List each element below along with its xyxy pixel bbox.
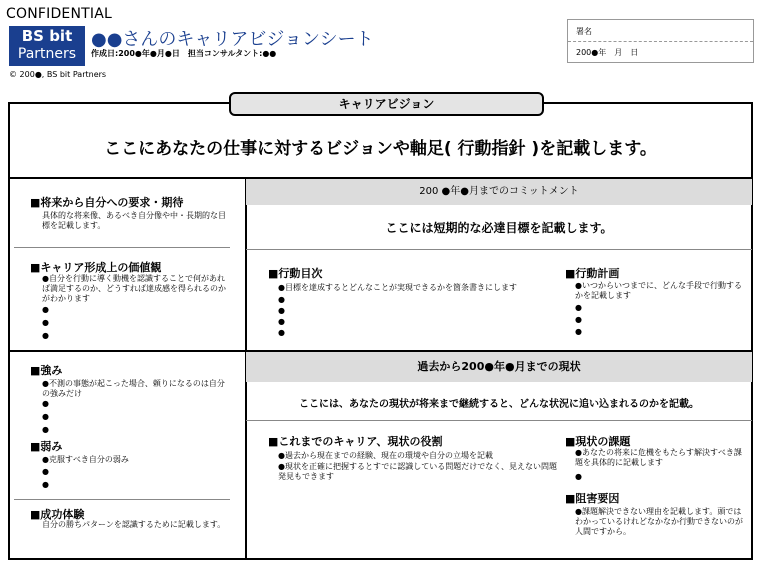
values-text: ●自分を行動に導く動機を認識することで何があれば満足するのか、どうすれば達成感を得られるのかがわかります bbox=[42, 274, 226, 303]
values-heading: ■キャリア形成上の価値観 bbox=[30, 261, 162, 274]
created-info: 作成日:200●年●月●日 担当コンサルタント:●● bbox=[91, 49, 277, 58]
issues-text: ●あなたの将来に危機をもたらす解決すべき課題を具体的に記載します bbox=[575, 448, 742, 467]
career-vision-tab: キャリアビジョン bbox=[229, 92, 544, 116]
action-plan-bullet: ● bbox=[575, 303, 582, 312]
action-goals-bullet: ● bbox=[278, 295, 285, 304]
values-bullet: ● bbox=[42, 305, 49, 314]
left-divider-2 bbox=[9, 350, 246, 352]
career-bullet-1: ●過去から現在までの経験、現在の環境や自分の立場を記載 bbox=[278, 451, 493, 460]
action-goals-bullet: ● bbox=[278, 317, 285, 326]
current-statement: ここには、あなたの現状が将来まで継続すると、どんな状況に追い込まれるのかを記載。 bbox=[299, 399, 699, 410]
left-divider-1 bbox=[14, 247, 230, 248]
vision-statement: ここにあなたの仕事に対するビジョンや軸足( 行動指針 )を記載します。 bbox=[104, 139, 657, 159]
values-bullet: ● bbox=[42, 318, 49, 327]
obstacles-text: ●課題解決できない理由を記載します。頭ではわかっているけれどなかなか行動できないのが人間ですから。 bbox=[575, 507, 743, 536]
logo-line-2: Partners bbox=[17, 46, 77, 62]
sheet-title: ●●さんのキャリアビジョンシート bbox=[91, 29, 374, 50]
strengths-heading: ■強み bbox=[30, 364, 63, 377]
action-goals-bullet: ● bbox=[278, 328, 285, 337]
current-statement-divider bbox=[246, 420, 752, 421]
strengths-bullet: ● bbox=[42, 425, 49, 434]
demands-heading: ■将来から自分への要求・期待 bbox=[30, 196, 184, 209]
strengths-bullet: ● bbox=[42, 399, 49, 408]
weaknesses-heading: ■弱み bbox=[30, 440, 63, 453]
career-heading: ■これまでのキャリア、現状の役割 bbox=[268, 435, 443, 448]
action-plan-bullet: ● bbox=[575, 315, 582, 324]
signature-date: 200●年 月 日 bbox=[576, 48, 639, 57]
demands-text: 具体的な将来像、あるべき自分像や中・長期的な目標を記載します。 bbox=[42, 211, 226, 230]
left-divider-3 bbox=[14, 499, 230, 500]
action-goals-bullet: ● bbox=[278, 306, 285, 315]
weaknesses-bullet: ● bbox=[42, 467, 49, 476]
values-bullet: ● bbox=[42, 331, 49, 340]
issues-heading: ■現状の課題 bbox=[565, 435, 631, 448]
signature-box bbox=[567, 19, 754, 63]
success-text: 自分の勝ちパターンを認識するために記載します。 bbox=[42, 520, 226, 529]
confidential-label: CONFIDENTIAL bbox=[6, 6, 113, 22]
vision-sheet-frame bbox=[8, 102, 753, 560]
issues-bullet: ● bbox=[575, 472, 582, 481]
logo-line-1: BS bit bbox=[21, 27, 73, 45]
signature-divider bbox=[568, 41, 753, 42]
weaknesses-bullet: ● bbox=[42, 480, 49, 489]
copyright-notice: © 200●, BS bit Partners bbox=[9, 70, 107, 79]
weaknesses-text: ●克服すべき自分の弱み bbox=[42, 455, 129, 464]
company-logo bbox=[9, 26, 85, 66]
obstacles-heading: ■阻害要因 bbox=[565, 492, 620, 505]
action-plan-bullet: ● bbox=[575, 327, 582, 336]
current-band: 過去から200●年●月までの現状 bbox=[246, 352, 752, 382]
action-goals-heading: ■行動目次 bbox=[268, 267, 323, 280]
commitment-band: 200 ●年●月までのコミットメント bbox=[246, 179, 752, 205]
commitment-statement: ここには短期的な必達目標を記載します。 bbox=[385, 221, 613, 235]
commitment-divider bbox=[246, 249, 752, 250]
strengths-text: ●不測の事態が起こった場合、頼りになるのは自分の強みだけ bbox=[42, 379, 225, 398]
signature-label: 署名 bbox=[576, 27, 592, 36]
action-goals-text: ●目標を達成するとどんなことが実現できるかを箇条書きにします bbox=[278, 283, 517, 292]
career-bullet-2: ●現状を正確に把握するとすでに認識している問題だけでなく、見えない問題発見もできます bbox=[278, 462, 558, 481]
action-plan-heading: ■行動計画 bbox=[565, 267, 620, 280]
strengths-bullet: ● bbox=[42, 412, 49, 421]
action-plan-text: ●いつからいつまでに、どんな手段で行動するかを記載します bbox=[575, 281, 742, 300]
success-heading: ■成功体験 bbox=[30, 508, 85, 521]
